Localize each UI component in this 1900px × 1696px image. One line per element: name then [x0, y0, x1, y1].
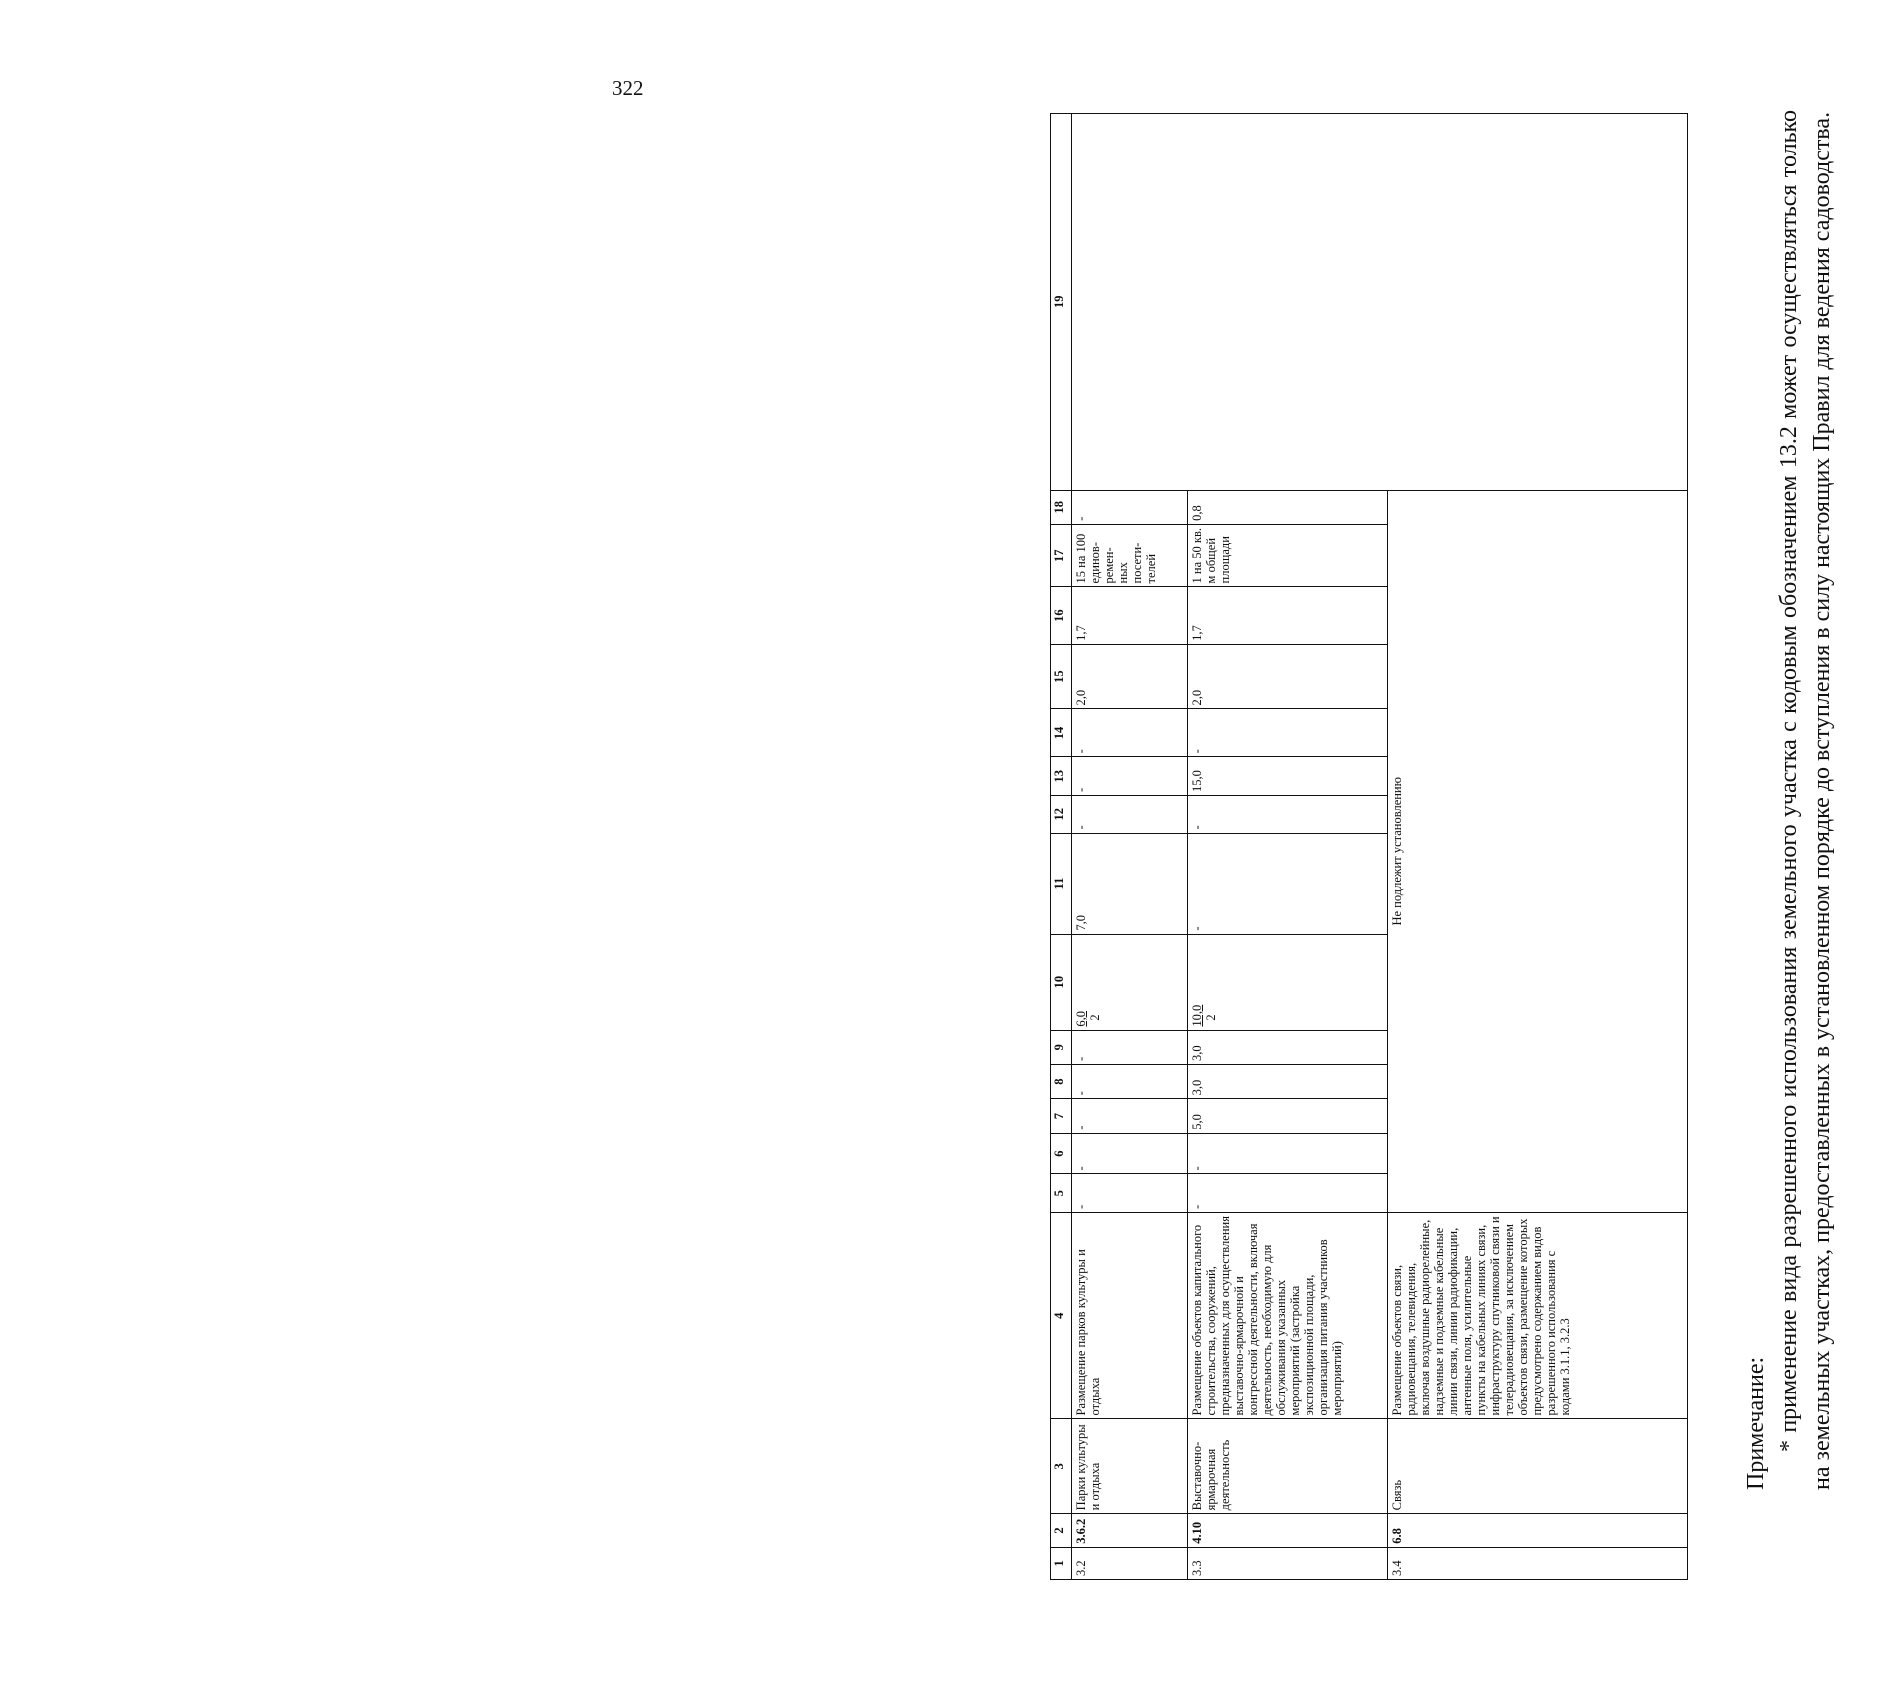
page-number: 322 — [612, 76, 644, 100]
param-cell: 7,0 — [1072, 833, 1188, 934]
param-cell: - — [1188, 1133, 1388, 1174]
header-cell: 18 — [1051, 490, 1072, 524]
param-cell: - — [1188, 709, 1388, 757]
fraction-denominator: 2 — [1204, 1014, 1218, 1021]
header-cell: 16 — [1051, 587, 1072, 644]
param-cell: 2,0 — [1072, 644, 1188, 709]
not-applicable-cell: Не подлежит установлению — [1388, 490, 1688, 1213]
row-number: 3.2 — [1072, 1547, 1188, 1579]
parking-norm: 15 на 100 единов-ремен-ных посети-телей — [1072, 524, 1188, 587]
use-code: 6.8 — [1388, 1514, 1688, 1547]
param-cell: - — [1188, 795, 1388, 833]
param-cell: 1,7 — [1188, 587, 1388, 644]
note-body: * применение вида разрешенного использования земельного участка с кодовым обозначением 13.2 может осуществляться только на земельных участках, предоставленных в установленном порядке до вступления в силу настоящих Правил для ведения садоводства. — [1776, 110, 1836, 1490]
use-name: Парки культуры и отдыха — [1072, 1419, 1188, 1514]
param-cell: - — [1188, 1174, 1388, 1213]
use-description: Размещение объектов капитального строительства, сооружений, предназначенных для осуществления выставочно-ярмарочной и конгрессной деятельности, включая деятельность, необходимую для обслуживания указанных мероприятий (застройка экспозиционной площади, организация питания участников мероприятий) — [1188, 1213, 1388, 1419]
param-cell: 3,0 — [1188, 1030, 1388, 1064]
use-code: 3.6.2 — [1072, 1514, 1188, 1547]
fraction-numerator: 10,0 — [1190, 1004, 1204, 1027]
rotated-content — [1050, 110, 1900, 1580]
use-description: Размещение объектов связи, радиовещания, телевидения, включая воздушные радиорелейные, надземные и подземные кабельные линии связи, линии радиофикации, антенные поля, усилительные пункты на кабельных линиях связи, инфраструктуру спутниковой связи и телерадиовещания, за исключением объектов связи, размещение которых предусмотрено содержанием видов разрешенного использования с кодами 3.1.1, 3.2.3 — [1388, 1213, 1688, 1419]
param-cell: - — [1072, 1174, 1188, 1213]
header-cell: 10 — [1051, 934, 1072, 1030]
header-cell: 19 — [1051, 114, 1072, 491]
use-code: 4.10 — [1188, 1514, 1388, 1547]
use-name: Выставочно-ярмарочная деятельность — [1188, 1419, 1388, 1514]
param-cell: - — [1072, 757, 1188, 796]
param-cell: - — [1072, 1099, 1188, 1133]
param-cell: 15,0 — [1188, 757, 1388, 796]
fraction-cell — [1072, 934, 1188, 1030]
header-cell: 1 — [1051, 1547, 1072, 1579]
header-cell: 12 — [1051, 795, 1072, 833]
header-cell: 2 — [1051, 1514, 1072, 1547]
header-cell: 17 — [1051, 524, 1072, 587]
row-number: 3.3 — [1188, 1547, 1388, 1579]
row-number: 3.4 — [1388, 1547, 1688, 1579]
param-cell: 1,7 — [1072, 587, 1188, 644]
param-cell: - — [1188, 833, 1388, 934]
param-cell: 3,0 — [1188, 1064, 1388, 1098]
header-cell: 14 — [1051, 709, 1072, 757]
table-header-row — [1051, 114, 1072, 1580]
header-cell: 9 — [1051, 1030, 1072, 1064]
param-cell: - — [1072, 1030, 1188, 1064]
header-cell: 3 — [1051, 1419, 1072, 1514]
header-cell: 13 — [1051, 757, 1072, 796]
param-cell: - — [1072, 795, 1188, 833]
fraction-cell — [1188, 934, 1388, 1030]
param-cell: - — [1072, 1133, 1188, 1174]
header-cell: 5 — [1051, 1174, 1072, 1213]
regulations-table — [1050, 113, 1688, 1580]
use-description: Размещение парков культуры и отдыха — [1072, 1213, 1188, 1419]
empty-cell — [1072, 114, 1688, 491]
parking-norm: 1 на 50 кв. м общей площади — [1188, 524, 1388, 587]
header-cell: 15 — [1051, 644, 1072, 709]
param-cell: - — [1072, 490, 1188, 524]
param-cell: 2,0 — [1188, 644, 1388, 709]
note-title: Примечание: — [1743, 1356, 1769, 1490]
param-cell: 0,8 — [1188, 490, 1388, 524]
param-cell: 5,0 — [1188, 1099, 1388, 1133]
header-cell: 7 — [1051, 1099, 1072, 1133]
fraction-numerator: 6,0 — [1074, 1010, 1088, 1027]
header-cell: 11 — [1051, 833, 1072, 934]
note — [1740, 110, 1839, 1490]
table-row — [1072, 114, 1188, 1580]
param-cell: - — [1072, 709, 1188, 757]
header-cell: 6 — [1051, 1133, 1072, 1174]
header-cell: 4 — [1051, 1213, 1072, 1419]
param-cell: - — [1072, 1064, 1188, 1098]
header-cell: 8 — [1051, 1064, 1072, 1098]
fraction-denominator: 2 — [1088, 1014, 1102, 1021]
use-name: Связь — [1388, 1419, 1688, 1514]
